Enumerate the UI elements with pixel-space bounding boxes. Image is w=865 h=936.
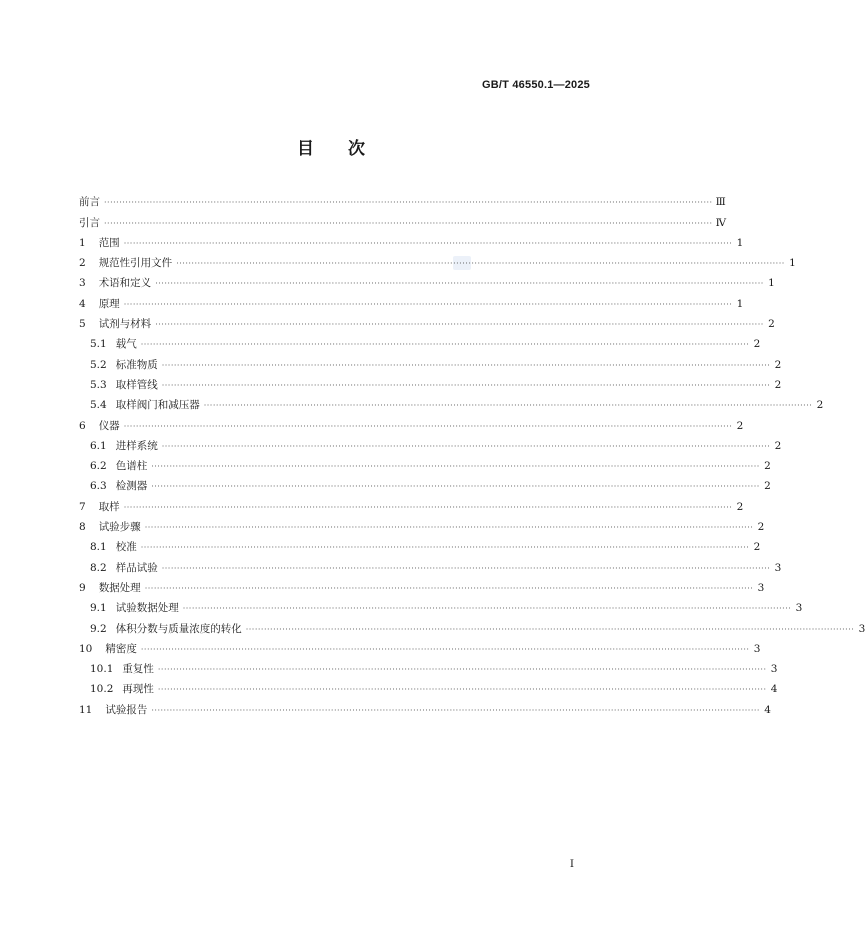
toc-leader-dots: ········································································································································································································ xyxy=(176,259,785,269)
page-number: I xyxy=(569,858,574,870)
toc-leader-dots: ········································································································································································································ xyxy=(151,462,760,472)
standard-code: GB/T 46550.1—2025 xyxy=(482,79,590,91)
toc-entry[interactable] xyxy=(79,331,761,351)
toc-leader-dots: ········································································································································································································ xyxy=(144,583,754,593)
toc-entry-page: 4 xyxy=(764,703,771,716)
toc-leader-dots: ········································································································································································································ xyxy=(161,563,771,573)
toc-leader-dots: ········································································································································································································ xyxy=(155,279,764,289)
toc-entry-number: 9.2 xyxy=(90,622,107,635)
toc-entry-number: 8 xyxy=(79,521,86,534)
toc-entry-number: 11 xyxy=(79,703,93,716)
toc-entry-label: 重复性 xyxy=(122,663,154,676)
toc-entry[interactable] xyxy=(79,372,782,392)
toc-leader-dots: ········································································································································································································ xyxy=(104,198,713,208)
toc-entry-label: 试验报告 xyxy=(105,703,148,716)
toc-entry-label: 范围 xyxy=(98,236,120,249)
toc-leader-dots: ········································································································································································································ xyxy=(161,360,771,370)
toc-entry-label: 取样管线 xyxy=(115,378,158,391)
toc-entry-number: 2 xyxy=(79,257,86,270)
toc-leader-dots: ········································································································································································································ xyxy=(151,705,760,715)
toc-entry-label: 试验步骤 xyxy=(98,521,141,534)
toc-leader-dots: ········································································································································································································ xyxy=(161,441,771,451)
toc-entry-page: 3 xyxy=(774,561,782,574)
toc-leader-dots: ········································································································································································································ xyxy=(151,482,760,492)
toc-entry-label: 进样系统 xyxy=(115,439,158,452)
toc-entry-label: 样品试验 xyxy=(115,561,158,574)
toc-entry-label: 仪器 xyxy=(98,419,120,432)
toc-entry[interactable] xyxy=(79,615,865,635)
toc-leader-dots: ········································································································································································································ xyxy=(245,624,855,634)
toc-entry-page: 2 xyxy=(774,358,782,371)
page-title: 目次 xyxy=(297,139,399,159)
toc-entry-number: 4 xyxy=(79,297,86,310)
toc-entry-page: 2 xyxy=(764,480,771,493)
toc-entry-number: 9 xyxy=(79,581,86,594)
toc-entry[interactable] xyxy=(79,250,796,270)
toc-entry-page: 2 xyxy=(774,439,782,452)
toc-leader-dots: ········································································································································································································ xyxy=(203,401,813,411)
toc-entry-label: 体积分数与质量浓度的转化 xyxy=(115,622,242,635)
toc-entry[interactable] xyxy=(79,311,775,331)
toc-entry-number: 6.2 xyxy=(90,460,107,473)
toc-entry-label: 前言 xyxy=(79,196,100,209)
toc-entry[interactable] xyxy=(79,493,744,513)
toc-entry-label: 取样阀门和减压器 xyxy=(115,399,200,412)
toc-entry-number: 5.4 xyxy=(90,399,107,412)
toc-entry-number: 7 xyxy=(79,500,86,513)
toc-leader-dots: ········································································································································································································ xyxy=(144,523,754,533)
toc-entry-number: 6.3 xyxy=(90,480,107,493)
toc-entry-page: 1 xyxy=(736,297,744,310)
toc-entry-label: 取样 xyxy=(98,500,120,513)
toc-entry[interactable] xyxy=(79,351,782,371)
toc-entry-label: 试验数据处理 xyxy=(115,602,179,615)
toc-entry-page: 1 xyxy=(736,236,744,249)
toc-entry-label: 检测器 xyxy=(115,480,148,493)
toc-entry-page: 2 xyxy=(736,500,744,513)
toc-entry[interactable] xyxy=(79,595,803,615)
toc-entry[interactable] xyxy=(79,554,782,574)
toc-leader-dots: ········································································································································································································ xyxy=(140,644,750,654)
toc-entry[interactable] xyxy=(79,514,765,534)
toc-entry-page: 2 xyxy=(774,378,782,391)
toc-entry-label: 校准 xyxy=(115,541,137,554)
toc-entry-number: 5.2 xyxy=(90,358,107,371)
toc-leader-dots: ········································································································································································································ xyxy=(161,380,771,390)
toc-entry[interactable] xyxy=(79,534,761,554)
toc-entry[interactable] xyxy=(79,433,782,453)
toc-entry-number: 6.1 xyxy=(90,439,107,452)
toc-entry-number: 5 xyxy=(79,318,86,331)
toc-entry-number: 5.1 xyxy=(90,338,107,351)
toc-entry[interactable] xyxy=(79,636,761,656)
toc-entry[interactable] xyxy=(79,270,775,290)
toc-entry-number: 9.1 xyxy=(90,602,107,615)
toc-leader-dots: ········································································································································································································ xyxy=(123,299,733,309)
toc-entry[interactable] xyxy=(79,209,727,229)
toc-entry-label: 标准物质 xyxy=(115,358,158,371)
toc-entry-label: 引言 xyxy=(79,216,100,229)
toc-entry[interactable] xyxy=(79,656,778,676)
toc-entry-page: 1 xyxy=(768,277,775,290)
toc-entry[interactable] xyxy=(79,453,771,473)
toc-entry-page: 2 xyxy=(736,419,744,432)
toc-entry-number: 10.2 xyxy=(90,683,114,696)
toc-leader-dots: ········································································································································································································ xyxy=(157,665,767,675)
toc-leader-dots: ········································································································································································································ xyxy=(155,320,764,330)
toc-entry-page: 2 xyxy=(753,541,761,554)
toc-entry-number: 8.1 xyxy=(90,541,107,554)
toc-entry-page: 3 xyxy=(795,602,803,615)
toc-entry[interactable] xyxy=(79,696,771,716)
toc-leader-dots: ········································································································································································································ xyxy=(182,604,792,614)
toc-entry-page: 1 xyxy=(789,257,796,270)
toc-entry-label: 载气 xyxy=(115,338,137,351)
toc-entry-number: 1 xyxy=(79,236,86,249)
toc-entry-page: 2 xyxy=(764,460,771,473)
toc-entry-label: 精密度 xyxy=(105,642,137,655)
toc-entry-number: 3 xyxy=(79,277,86,290)
toc-entry-page: 3 xyxy=(858,622,865,635)
toc-leader-dots: ········································································································································································································ xyxy=(140,340,750,350)
toc-entry[interactable] xyxy=(79,230,744,250)
toc-entry-label: 数据处理 xyxy=(98,581,141,594)
toc-entry[interactable] xyxy=(79,392,824,412)
toc-entry-page: 3 xyxy=(770,663,778,676)
toc-entry-number: 5.3 xyxy=(90,378,107,391)
toc-entry-page: 2 xyxy=(757,521,765,534)
toc-entry-page: Ⅲ xyxy=(715,196,726,209)
toc-entry[interactable] xyxy=(79,473,771,493)
toc-entry-number: 6 xyxy=(79,419,86,432)
toc-entry-label: 色谱柱 xyxy=(115,460,148,473)
toc-leader-dots: ········································································································································································································ xyxy=(104,218,713,228)
toc-entry-page: 2 xyxy=(816,399,824,412)
toc-entry-label: 术语和定义 xyxy=(98,277,152,290)
toc-entry-label: 规范性引用文件 xyxy=(98,257,173,270)
toc-leader-dots: ········································································································································································································ xyxy=(157,685,767,695)
toc-entry[interactable] xyxy=(79,676,778,696)
toc-entry-page: Ⅳ xyxy=(715,216,727,229)
table-of-contents xyxy=(79,189,865,717)
toc-entry-page: 2 xyxy=(768,318,775,331)
toc-entry-page: 3 xyxy=(757,581,765,594)
toc-leader-dots: ········································································································································································································ xyxy=(123,238,733,248)
toc-entry-label: 原理 xyxy=(98,297,120,310)
toc-entry-page: 3 xyxy=(753,642,761,655)
toc-leader-dots: ········································································································································································································ xyxy=(140,543,750,553)
toc-entry[interactable] xyxy=(79,575,765,595)
toc-leader-dots: ········································································································································································································ xyxy=(123,502,733,512)
toc-entry-label: 试剂与材料 xyxy=(98,318,152,331)
toc-entry-page: 2 xyxy=(753,338,761,351)
toc-entry[interactable] xyxy=(79,290,744,310)
toc-entry-number: 8.2 xyxy=(90,561,107,574)
toc-entry[interactable] xyxy=(79,189,726,209)
toc-entry-number: 10 xyxy=(79,642,93,655)
toc-entry-page: 4 xyxy=(770,683,778,696)
toc-entry-label: 再现性 xyxy=(122,683,154,696)
toc-leader-dots: ········································································································································································································ xyxy=(123,421,733,431)
toc-entry-number: 10.1 xyxy=(90,663,114,676)
toc-entry[interactable] xyxy=(79,412,744,432)
